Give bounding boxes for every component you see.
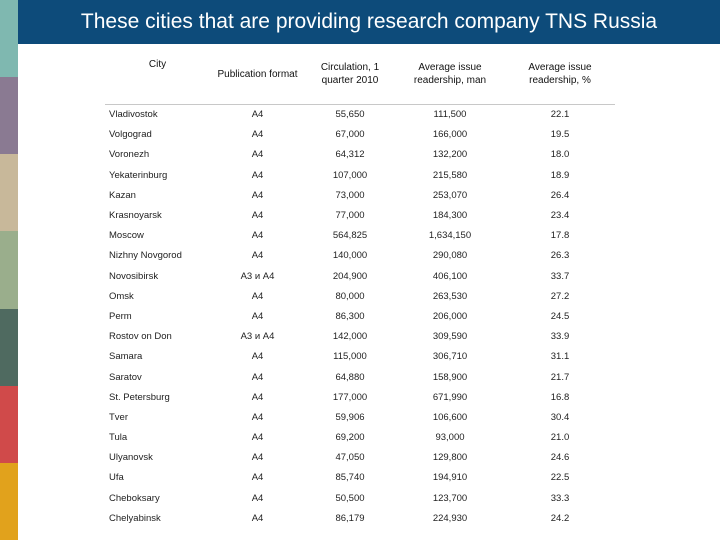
table-row bbox=[105, 246, 615, 266]
cell-readership-percent: 33.7 bbox=[505, 266, 615, 286]
cell-format: A3 и A4 bbox=[210, 266, 305, 286]
table-row bbox=[105, 145, 615, 165]
cell-readership-man: 206,000 bbox=[395, 306, 505, 326]
table-body bbox=[105, 105, 615, 528]
cell-circulation: 177,000 bbox=[305, 387, 395, 407]
cell-readership-man: 290,080 bbox=[395, 246, 505, 266]
column-header-readership-percent: Average issue readership, % bbox=[528, 62, 592, 86]
cell-city: Moscow bbox=[105, 226, 210, 246]
cell-circulation: 115,000 bbox=[305, 347, 395, 367]
cell-format: A4 bbox=[210, 105, 305, 125]
cell-readership-percent: 21.7 bbox=[505, 367, 615, 387]
table-row bbox=[105, 286, 615, 306]
table-row bbox=[105, 306, 615, 326]
cell-readership-man: 123,700 bbox=[395, 488, 505, 508]
cell-city: Rostov on Don bbox=[105, 327, 210, 347]
cell-readership-percent: 24.5 bbox=[505, 306, 615, 326]
cell-readership-percent: 17.8 bbox=[505, 226, 615, 246]
cell-circulation: 64,312 bbox=[305, 145, 395, 165]
table-row bbox=[105, 125, 615, 145]
cell-readership-man: 93,000 bbox=[395, 428, 505, 448]
cell-readership-man: 111,500 bbox=[395, 105, 505, 125]
cell-readership-percent: 22.5 bbox=[505, 468, 615, 488]
table-row bbox=[105, 185, 615, 205]
cities-table-container bbox=[105, 44, 615, 528]
color-stripe-segment bbox=[0, 386, 18, 463]
cell-readership-percent: 24.6 bbox=[505, 448, 615, 468]
cell-readership-man: 253,070 bbox=[395, 185, 505, 205]
cell-readership-man: 129,800 bbox=[395, 448, 505, 468]
cell-format: A4 bbox=[210, 488, 305, 508]
cell-readership-percent: 19.5 bbox=[505, 125, 615, 145]
cell-format: A4 bbox=[210, 387, 305, 407]
cell-city: Omsk bbox=[105, 286, 210, 306]
table-row bbox=[105, 508, 615, 528]
cell-readership-man: 215,580 bbox=[395, 165, 505, 185]
cell-circulation: 86,300 bbox=[305, 306, 395, 326]
cell-format: A3 и A4 bbox=[210, 327, 305, 347]
cell-city: Samara bbox=[105, 347, 210, 367]
table-row bbox=[105, 327, 615, 347]
table-row bbox=[105, 266, 615, 286]
cell-readership-man: 224,930 bbox=[395, 508, 505, 528]
table-row bbox=[105, 428, 615, 448]
cell-circulation: 80,000 bbox=[305, 286, 395, 306]
column-header-format: Publication format bbox=[217, 68, 298, 80]
cell-format: A4 bbox=[210, 226, 305, 246]
color-stripe-segment bbox=[0, 309, 18, 386]
cell-city: Voronezh bbox=[105, 145, 210, 165]
cell-readership-percent: 26.4 bbox=[505, 185, 615, 205]
cell-format: A4 bbox=[210, 165, 305, 185]
table-row bbox=[105, 165, 615, 185]
cell-city: Tver bbox=[105, 407, 210, 427]
cell-readership-man: 309,590 bbox=[395, 327, 505, 347]
cell-format: A4 bbox=[210, 428, 305, 448]
cell-readership-percent: 33.3 bbox=[505, 488, 615, 508]
cell-circulation: 73,000 bbox=[305, 185, 395, 205]
table-row bbox=[105, 347, 615, 367]
cell-city: Vladivostok bbox=[105, 105, 210, 125]
cell-readership-man: 194,910 bbox=[395, 468, 505, 488]
cell-format: A4 bbox=[210, 205, 305, 225]
cell-readership-percent: 27.2 bbox=[505, 286, 615, 306]
cell-format: A4 bbox=[210, 367, 305, 387]
cell-readership-percent: 33.9 bbox=[505, 327, 615, 347]
cell-city: St. Petersburg bbox=[105, 387, 210, 407]
table-row bbox=[105, 448, 615, 468]
cell-format: A4 bbox=[210, 125, 305, 145]
table-header-row bbox=[105, 44, 615, 105]
table-row bbox=[105, 387, 615, 407]
cell-readership-percent: 22.1 bbox=[505, 105, 615, 125]
cell-readership-man: 306,710 bbox=[395, 347, 505, 367]
cell-city: Yekaterinburg bbox=[105, 165, 210, 185]
column-header-circulation: Circulation, 1 quarter 2010 bbox=[320, 62, 380, 86]
cell-city: Kazan bbox=[105, 185, 210, 205]
column-header-city: City bbox=[148, 59, 167, 70]
cell-readership-man: 1,634,150 bbox=[395, 226, 505, 246]
cell-readership-man: 158,900 bbox=[395, 367, 505, 387]
table-row bbox=[105, 468, 615, 488]
color-stripe-segment bbox=[0, 231, 18, 308]
cell-readership-percent: 18.9 bbox=[505, 165, 615, 185]
cell-city: Krasnoyarsk bbox=[105, 205, 210, 225]
table-row bbox=[105, 226, 615, 246]
cell-city: Ulyanovsk bbox=[105, 448, 210, 468]
cell-readership-percent: 21.0 bbox=[505, 428, 615, 448]
color-stripe-segment bbox=[0, 154, 18, 231]
cell-city: Perm bbox=[105, 306, 210, 326]
cell-readership-man: 406,100 bbox=[395, 266, 505, 286]
cell-circulation: 77,000 bbox=[305, 205, 395, 225]
cell-circulation: 50,500 bbox=[305, 488, 395, 508]
table-row bbox=[105, 367, 615, 387]
cell-city: Ufa bbox=[105, 468, 210, 488]
cell-readership-percent: 23.4 bbox=[505, 205, 615, 225]
cell-circulation: 69,200 bbox=[305, 428, 395, 448]
cell-readership-man: 263,530 bbox=[395, 286, 505, 306]
decorative-color-stripe bbox=[0, 0, 18, 540]
cell-format: A4 bbox=[210, 306, 305, 326]
cell-circulation: 55,650 bbox=[305, 105, 395, 125]
cell-readership-man: 671,990 bbox=[395, 387, 505, 407]
table-row bbox=[105, 105, 615, 125]
cell-readership-percent: 24.2 bbox=[505, 508, 615, 528]
color-stripe-segment bbox=[0, 463, 18, 540]
column-header-readership-man: Average issue readership, man bbox=[413, 62, 487, 86]
cities-table bbox=[105, 44, 615, 528]
cell-readership-man: 132,200 bbox=[395, 145, 505, 165]
cell-city: Tula bbox=[105, 428, 210, 448]
cell-readership-percent: 30.4 bbox=[505, 407, 615, 427]
cell-circulation: 64,880 bbox=[305, 367, 395, 387]
cell-circulation: 47,050 bbox=[305, 448, 395, 468]
slide-title: These cities that are providing research company TNS Russia bbox=[18, 0, 720, 44]
cell-readership-man: 166,000 bbox=[395, 125, 505, 145]
cell-circulation: 564,825 bbox=[305, 226, 395, 246]
table-row bbox=[105, 407, 615, 427]
cell-circulation: 107,000 bbox=[305, 165, 395, 185]
cell-format: A4 bbox=[210, 145, 305, 165]
cell-format: A4 bbox=[210, 246, 305, 266]
cell-city: Chelyabinsk bbox=[105, 508, 210, 528]
cell-format: A4 bbox=[210, 407, 305, 427]
cell-circulation: 142,000 bbox=[305, 327, 395, 347]
cell-city: Novosibirsk bbox=[105, 266, 210, 286]
table-row bbox=[105, 488, 615, 508]
cell-format: A4 bbox=[210, 347, 305, 367]
cell-readership-percent: 31.1 bbox=[505, 347, 615, 367]
cell-readership-man: 106,600 bbox=[395, 407, 505, 427]
cell-circulation: 140,000 bbox=[305, 246, 395, 266]
cell-format: A4 bbox=[210, 468, 305, 488]
cell-readership-percent: 16.8 bbox=[505, 387, 615, 407]
cell-readership-percent: 26.3 bbox=[505, 246, 615, 266]
cell-city: Cheboksary bbox=[105, 488, 210, 508]
cell-format: A4 bbox=[210, 448, 305, 468]
cell-format: A4 bbox=[210, 185, 305, 205]
cell-readership-man: 184,300 bbox=[395, 205, 505, 225]
cell-circulation: 67,000 bbox=[305, 125, 395, 145]
cell-circulation: 204,900 bbox=[305, 266, 395, 286]
cell-circulation: 85,740 bbox=[305, 468, 395, 488]
table-row bbox=[105, 205, 615, 225]
cell-city: Nizhny Novgorod bbox=[105, 246, 210, 266]
cell-format: A4 bbox=[210, 286, 305, 306]
cell-circulation: 86,179 bbox=[305, 508, 395, 528]
cell-readership-percent: 18.0 bbox=[505, 145, 615, 165]
cell-circulation: 59,906 bbox=[305, 407, 395, 427]
cell-city: Saratov bbox=[105, 367, 210, 387]
color-stripe-segment bbox=[0, 77, 18, 154]
cell-format: A4 bbox=[210, 508, 305, 528]
color-stripe-segment bbox=[0, 0, 18, 77]
cell-city: Volgograd bbox=[105, 125, 210, 145]
